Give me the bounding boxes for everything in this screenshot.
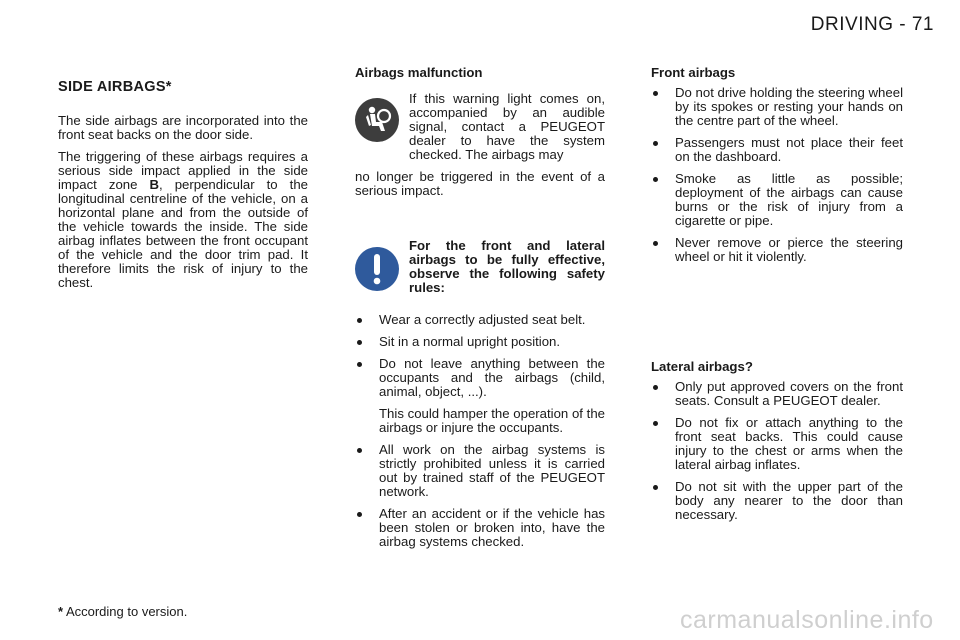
paragraph-2-text-before: The triggering of these airbags requires a serious side impact applied in the side impact zone: [58, 149, 308, 192]
front-item-text: Passengers must not place their feet on the dashboard.: [675, 135, 903, 164]
malfunction-text-continued: no longer be triggered in the event of a serious impact.: [355, 169, 605, 198]
airbag-warning-icon: [355, 98, 399, 142]
lateral-airbags-title: Lateral airbags?: [651, 359, 753, 374]
lateral-item-text: Only put approved covers on the front seats. Consult a PEUGEOT dealer.: [675, 379, 903, 408]
column-malfunction-rules: [355, 66, 605, 557]
lateral-item-text: Do not sit with the upper part of the body any nearer to the door than necessary.: [675, 479, 903, 522]
list-item: [651, 380, 903, 408]
lateral-item-text: Do not fix or attach anything to the front seat backs. This could cause injury to the chest or arms when the lateral airbag inflates.: [675, 415, 903, 472]
list-item: [651, 416, 903, 472]
list-item: [355, 313, 605, 327]
front-airbags-list: [651, 86, 903, 264]
list-item: [651, 136, 903, 164]
page-header: DRIVING - 71: [810, 14, 934, 35]
list-item: [651, 480, 903, 522]
safety-rules-title: For the front and lateral airbags to be fully effective, observe the following safety rules:: [409, 238, 605, 295]
footnote-mark: *: [58, 604, 64, 619]
section-title-side-airbags: SIDE AIRBAGS*: [58, 79, 172, 95]
malfunction-title: Airbags malfunction: [355, 65, 483, 80]
watermark: carmanualsonline.info: [680, 606, 934, 634]
impact-zone-label: B: [149, 177, 160, 192]
column-front-lateral: [651, 66, 903, 530]
list-item: [651, 86, 903, 128]
list-item: [651, 236, 903, 264]
safety-rules-block: [355, 239, 605, 303]
safety-rules-list: [355, 313, 605, 549]
front-item-text: Never remove or pierce the steering wheel or hit it violently.: [675, 235, 903, 264]
exclamation-icon: [355, 247, 399, 291]
list-item: [355, 507, 605, 549]
rule-text: Do not leave anything between the occupants and the airbags (child, animal, object, ...).: [379, 356, 605, 399]
column-side-airbags: [58, 80, 308, 298]
footnote: [58, 604, 187, 619]
list-item: [651, 172, 903, 228]
rule-text: Sit in a normal upright position.: [379, 334, 561, 349]
paragraph-2-text-after: , perpendicular to the longitudinal centreline of the vehicle, on a horizontal plane and from the outside of the vehicle towards the inside. The side airbag inflates between the front occupant of the vehicle and the door trim pad. It therefore limits the risk of injury to the chest.: [58, 177, 308, 290]
front-item-text: Do not drive holding the steering wheel by its spokes or resting your hands on the centre part of the wheel.: [675, 85, 903, 128]
list-item: [355, 335, 605, 349]
side-airbags-paragraph-1: The side airbags are incorporated into the front seat backs on the door side.: [58, 113, 308, 142]
list-item: [355, 443, 605, 499]
side-airbags-paragraph-2: [58, 150, 308, 290]
malfunction-block: [355, 92, 605, 170]
front-item-text: Smoke as little as possible; deployment of the airbags can cause burns or the risk of injury from a cigarette or pipe.: [675, 171, 903, 228]
front-airbags-title: Front airbags: [651, 65, 736, 80]
rule-extra-text: This could hamper the operation of the airbags or injure the occupants.: [379, 406, 605, 435]
malfunction-text: If this warning light comes on, accompanied by an audible signal, contact a PEUGEOT dealer to have the system checked. The airbags may: [409, 91, 605, 162]
rule-text: After an accident or if the vehicle has been stolen or broken into, have the airbag systems checked.: [379, 506, 605, 549]
rule-text: All work on the airbag systems is strictly prohibited unless it is carried out by trained staff of the PEUGEOT network.: [379, 442, 605, 499]
footnote-text: According to version.: [63, 604, 188, 619]
rule-text: Wear a correctly adjusted seat belt.: [379, 312, 586, 327]
lateral-airbags-list: [651, 380, 903, 522]
list-item: [355, 357, 605, 435]
